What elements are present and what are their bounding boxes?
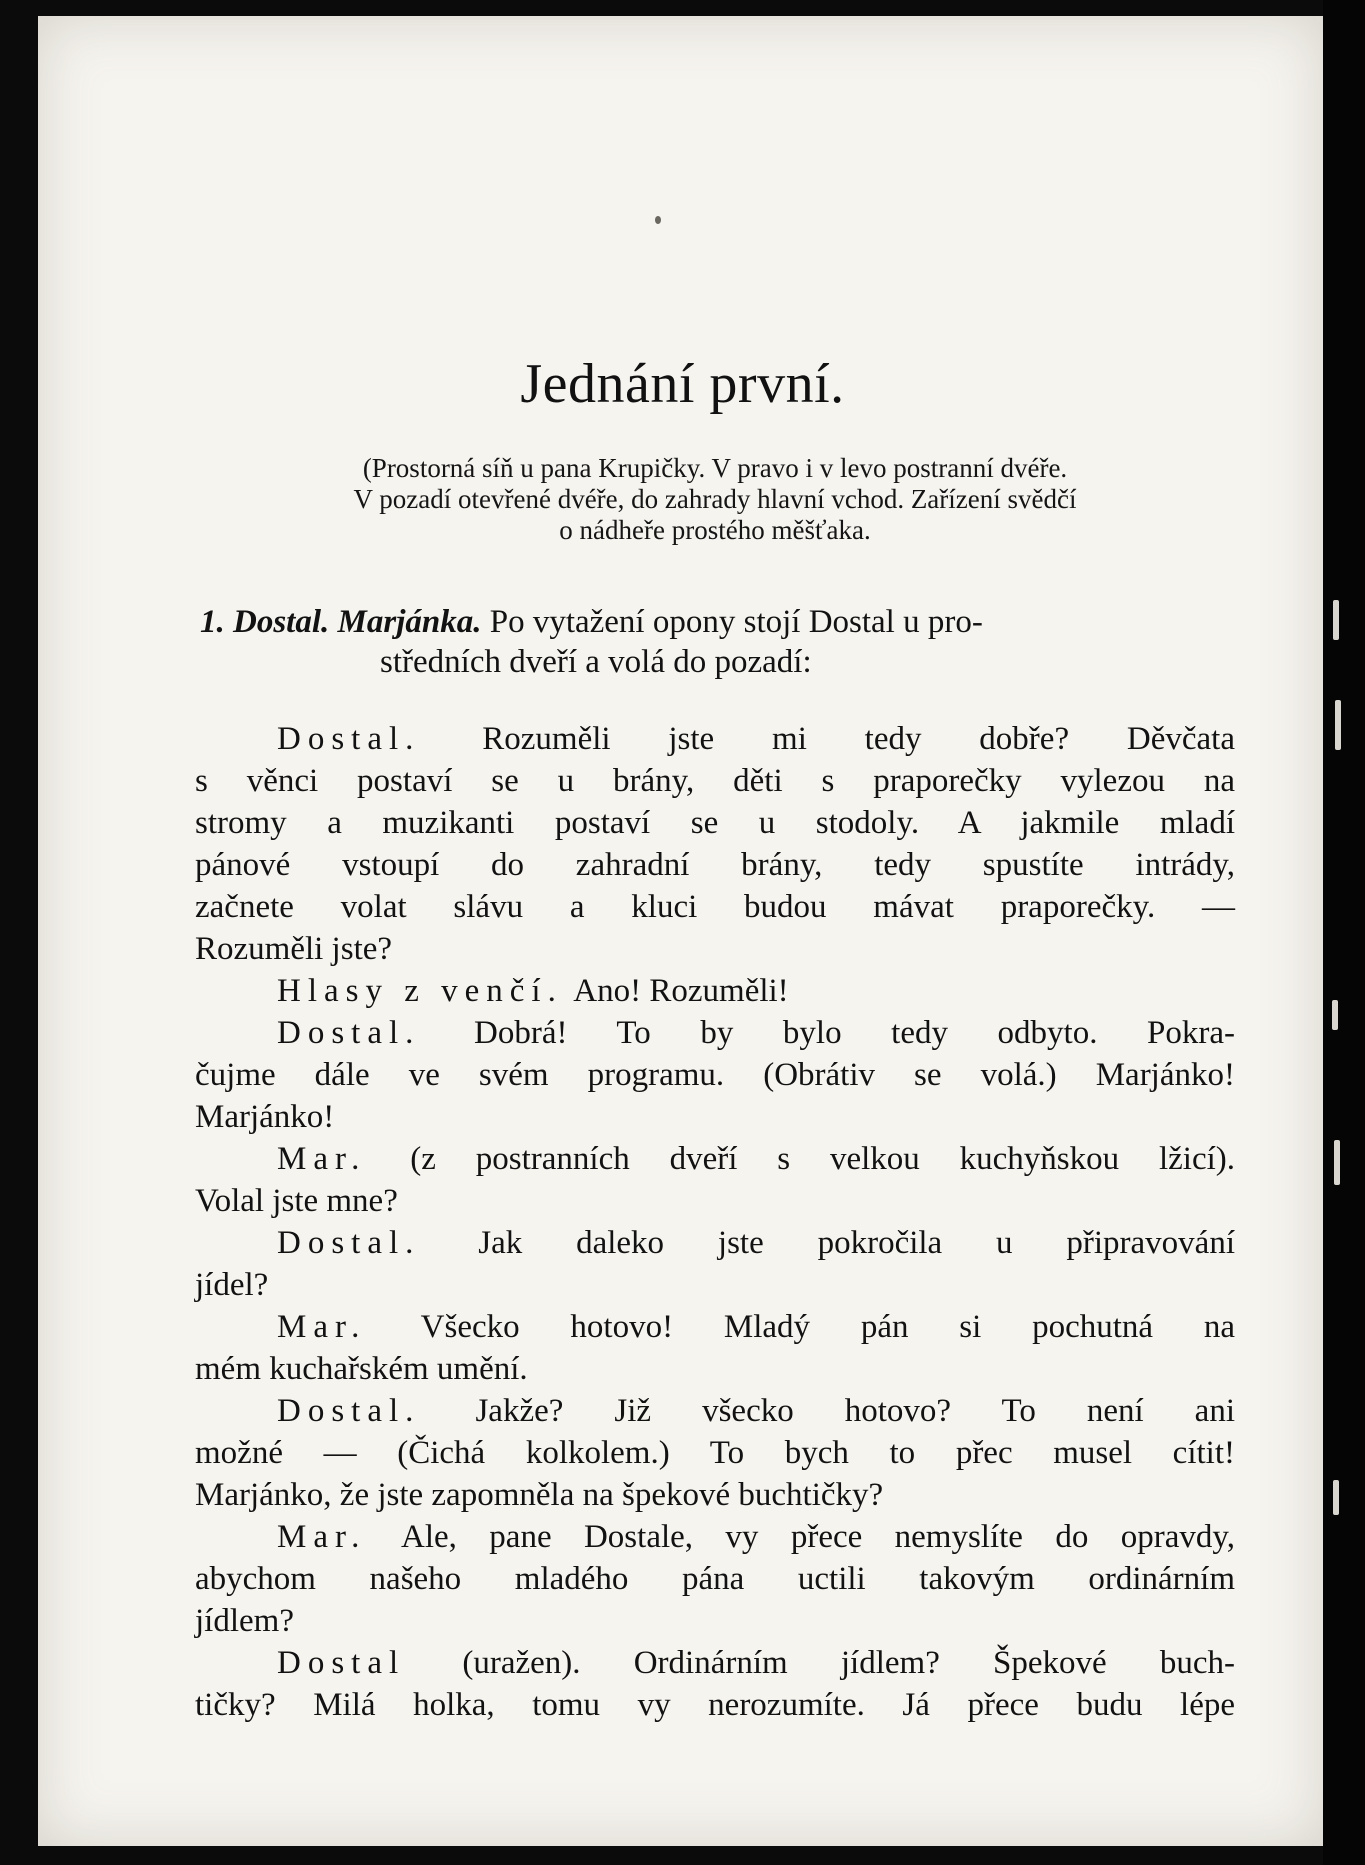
speaker-name: Mar.: [277, 1141, 367, 1177]
dialogue-line: tičky? Milá holka, tomu vy nerozumíte. Já přece budu lépe: [195, 1687, 1235, 1723]
speaker-name: Hlasy z venčí.: [277, 973, 563, 1009]
dialogue-line: jídlem?: [195, 1603, 294, 1639]
line-text: Rozuměli jste mi tedy dobře? Děvčata: [482, 721, 1235, 757]
edge-mark: [1333, 1480, 1339, 1515]
stage-direction-line: o nádheře prostého měšťaka.: [559, 515, 871, 545]
dialogue-line: čujme dále ve svém programu. (Obrátiv se volá.) Marjánko!: [195, 1057, 1235, 1093]
speaker-name: Dostal: [277, 1645, 406, 1681]
dialogue-line: Rozuměli jste?: [195, 931, 393, 967]
dialogue-line: [195, 970, 1235, 1012]
dialogue-line: [195, 1516, 1235, 1558]
dialogue-line: Marjánko!: [195, 1099, 335, 1135]
speaker-name: Dostal.: [277, 1393, 421, 1429]
scene-description: Po vytažení opony stojí Dostal u pro-: [489, 604, 983, 640]
ink-speck: [655, 216, 661, 224]
speaker-name: Dostal.: [277, 721, 421, 757]
dialogue-line: jídel?: [195, 1267, 269, 1303]
speaker-name: Mar.: [277, 1309, 367, 1345]
speaker-name: Dostal.: [277, 1015, 421, 1051]
line-text: (z postranních dveří s velkou kuchyňskou lžicí).: [410, 1141, 1235, 1177]
stage-direction-line: (Prostorná síň u pana Krupičky. V pravo i v levo postranní dvéře.: [362, 453, 1068, 483]
dialogue-body: [195, 718, 1235, 1726]
page-edge-shadow: [1323, 0, 1365, 1865]
stage-direction: [195, 453, 1235, 546]
dialogue-line: [195, 1222, 1235, 1264]
speaker-name: Dostal.: [277, 1225, 421, 1261]
scene-heading: [200, 602, 1235, 682]
line-text: Jakže? Již všecko hotovo? To není ani: [475, 1393, 1236, 1429]
dialogue-line: mém kuchařském umění.: [195, 1351, 528, 1387]
dialogue-line: [195, 1012, 1235, 1054]
line-text: (uražen). Ordinárním jídlem? Špekové buch-: [462, 1645, 1236, 1681]
speaker-name: Mar.: [277, 1519, 367, 1555]
page-title: Jednání první.: [520, 353, 845, 415]
dialogue-line: stromy a muzikanti postaví se u stodoly. A jakmile mladí: [195, 805, 1235, 841]
edge-mark: [1332, 1000, 1338, 1030]
line-text: Ale, pane Dostale, vy přece nemyslíte do opravdy,: [401, 1519, 1235, 1555]
dialogue-line: [195, 1642, 1235, 1684]
dialogue-line: abychom našeho mladého pána uctili takovým ordinárním: [195, 1561, 1235, 1597]
dialogue-line: začnete volat slávu a kluci budou mávat praporečky. —: [195, 889, 1235, 925]
dialogue-line: s věnci postaví se u brány, děti s praporečky vylezou na: [195, 763, 1235, 799]
scene-description-cont: středních dveří a volá do pozadí:: [380, 644, 812, 680]
dialogue-line: [195, 1138, 1235, 1180]
line-text: Dobrá! To by bylo tedy odbyto. Pokra-: [474, 1015, 1235, 1051]
edge-mark: [1335, 700, 1341, 750]
dialogue-line: pánové vstoupí do zahradní brány, tedy spustíte intrády,: [195, 847, 1235, 883]
edge-mark: [1333, 600, 1339, 640]
dialogue-line: možné — (Čichá kolkolem.) To bych to přec musel cítit!: [195, 1435, 1235, 1471]
line-text: Ano! Rozuměli!: [573, 973, 789, 1009]
line-text: Jak daleko jste pokročila u připravování: [478, 1225, 1235, 1261]
dialogue-line: Marjánko, že jste zapomněla na špekové buchtičky?: [195, 1477, 884, 1513]
dialogue-line: Volal jste mne?: [195, 1183, 398, 1219]
scene-heading-line: [200, 602, 1235, 642]
dialogue-line: [195, 1306, 1235, 1348]
dialogue-line: [195, 1390, 1235, 1432]
line-text: Všecko hotovo! Mladý pán si pochutná na: [420, 1309, 1235, 1345]
dialogue-line: [195, 718, 1235, 760]
scene-label: 1. Dostal. Marjánka.: [200, 604, 482, 640]
stage-direction-line: V pozadí otevřené dvéře, do zahrady hlavní vchod. Zařízení svědčí: [353, 484, 1077, 514]
edge-mark: [1334, 1140, 1340, 1185]
